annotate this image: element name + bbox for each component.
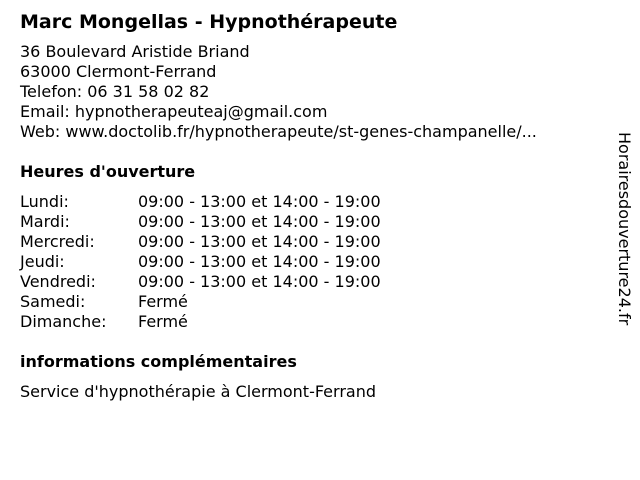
day-hours: Fermé xyxy=(138,292,188,311)
hours-row xyxy=(20,252,600,272)
info-heading: informations complémentaires xyxy=(20,352,297,371)
website[interactable]: Web: www.doctolib.fr/hypnotherapeute/st-genes-champanelle/... xyxy=(20,122,537,141)
day-label: Samedi: xyxy=(20,292,86,311)
day-hours: 09:00 - 13:00 et 14:00 - 19:00 xyxy=(138,212,381,231)
hours-row xyxy=(20,292,600,312)
day-hours: 09:00 - 13:00 et 14:00 - 19:00 xyxy=(138,232,381,251)
site-watermark: Horairesdouverture24.fr xyxy=(615,132,634,326)
day-hours: 09:00 - 13:00 et 14:00 - 19:00 xyxy=(138,192,381,211)
hours-row xyxy=(20,312,600,332)
hours-row xyxy=(20,212,600,232)
day-hours: 09:00 - 13:00 et 14:00 - 19:00 xyxy=(138,272,381,291)
day-label: Lundi: xyxy=(20,192,69,211)
day-label: Dimanche: xyxy=(20,312,107,331)
phone[interactable]: Telefon: 06 31 58 02 82 xyxy=(20,82,210,101)
day-hours: 09:00 - 13:00 et 14:00 - 19:00 xyxy=(138,252,381,271)
hours-table xyxy=(20,192,600,332)
hours-row xyxy=(20,272,600,292)
info-text: Service d'hypnothérapie à Clermont-Ferrand xyxy=(20,382,376,401)
day-label: Vendredi: xyxy=(20,272,96,291)
day-label: Jeudi: xyxy=(20,252,65,271)
address-block xyxy=(20,42,600,142)
hours-heading: Heures d'ouverture xyxy=(20,162,196,181)
street-address: 36 Boulevard Aristide Briand xyxy=(20,42,250,61)
business-card xyxy=(20,10,600,402)
hours-row xyxy=(20,192,600,212)
hours-row xyxy=(20,232,600,252)
city: 63000 Clermont-Ferrand xyxy=(20,62,217,81)
day-label: Mardi: xyxy=(20,212,70,231)
business-title: Marc Mongellas - Hypnothérapeute xyxy=(20,11,398,33)
day-label: Mercredi: xyxy=(20,232,95,251)
email[interactable]: Email: hypnotherapeuteaj@gmail.com xyxy=(20,102,328,121)
day-hours: Fermé xyxy=(138,312,188,331)
